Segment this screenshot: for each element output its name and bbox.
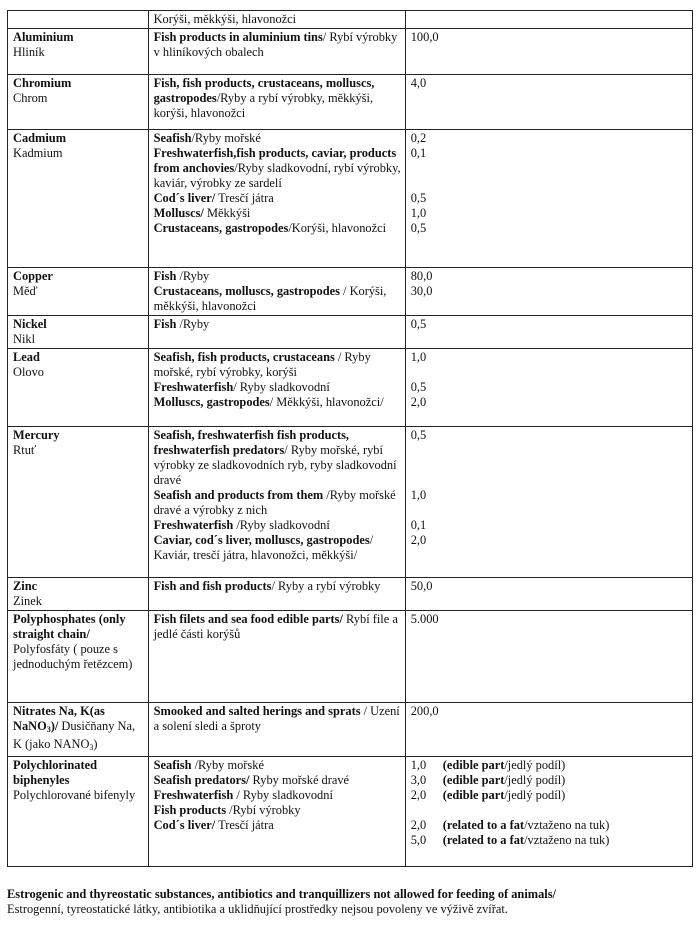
substance-name-cz: Hliník xyxy=(13,45,45,59)
substance-cell xyxy=(8,427,149,578)
substance-name-en: Copper xyxy=(13,269,53,283)
substance-name-en: Mercury xyxy=(13,428,60,442)
product-item: Seafish predators/ Ryby mořské dravé xyxy=(153,773,350,787)
substance-name-en: Aluminium xyxy=(13,30,74,44)
table-row xyxy=(8,11,693,29)
table-row xyxy=(8,757,693,867)
limit-value: 50,0 xyxy=(410,579,433,593)
product-item: Fish /Ryby xyxy=(153,269,210,283)
substance-cell xyxy=(8,130,149,268)
footnote-czech: Estrogenní, tyreostatické látky, antibiotika a uklidňující prostředky nejsou povoleny ve výživě zvířat. xyxy=(7,902,508,916)
product-item: Molluscs, gastropodes/ Měkkýši, hlavonožci/ xyxy=(153,395,384,409)
product-item: Cod´s liver/ Tresčí játra xyxy=(153,191,274,205)
limit-value: 0,5 xyxy=(410,317,427,331)
substance-name-cz: Olovo xyxy=(13,365,44,379)
table-row xyxy=(8,29,693,75)
limit-value: 1,0 xyxy=(410,350,427,364)
limit-value: 1,0 xyxy=(410,206,427,220)
limit-value: 200,0 xyxy=(410,704,439,718)
limit-qualifier: (edible part xyxy=(442,773,505,787)
substance-name-cz: Polychlorované bifenyly xyxy=(13,788,136,802)
table-row xyxy=(8,349,693,427)
substance-name-cz: Nikl xyxy=(13,332,36,346)
table-row xyxy=(8,75,693,130)
substance-name-cz: Zinek xyxy=(13,594,42,608)
product-item: Smooked and salted herings and sprats / Uzení a solení sledi a šproty xyxy=(153,704,400,733)
limit-value: 80,0 xyxy=(410,269,433,283)
substance-cell xyxy=(8,757,149,867)
substance-name-cz: Dusičňany Na, K (jako $NANO_3$) xyxy=(13,719,136,752)
product-cell xyxy=(148,29,405,75)
product-cell xyxy=(148,349,405,427)
substance-cell xyxy=(8,703,149,757)
limit-value: 0,5 xyxy=(410,221,427,235)
limit-value: 5.000 xyxy=(410,612,439,626)
limit-value: 2,0 xyxy=(410,395,427,409)
limit-cell xyxy=(405,757,692,867)
substance-cell xyxy=(8,11,149,29)
table-row xyxy=(8,703,693,757)
product-item: Seafish, fish products, crustaceans / Ryby mořské, rybí výrobky, korýši xyxy=(153,350,371,379)
substance-name-en: Nitrates Na, K(as NaNO$_3$)/ Dusičňany Na, K (jako $NANO_3$) xyxy=(13,704,136,752)
limit-qualifier: (related to a fat xyxy=(442,818,525,832)
limit-value: 2,0 xyxy=(410,533,427,547)
substance-name-en: Nickel xyxy=(13,317,47,331)
product-cell xyxy=(148,578,405,611)
product-item: Seafish, freshwaterfish fish products, freshwaterfish predators/ Ryby mořské, rybí výrobky ze sladkovodních ryb, ryby sladkovodní dravé xyxy=(153,428,397,487)
product-cell xyxy=(148,427,405,578)
table-row xyxy=(8,427,693,578)
substance-name-cz: Měď xyxy=(13,284,38,298)
limit-value: 1,0 (edible part/jedlý podíl) xyxy=(410,758,566,772)
substance-name-en: Lead xyxy=(13,350,40,364)
limit-cell xyxy=(405,75,692,130)
substance-name-en: Cadmium xyxy=(13,131,67,145)
substance-name-cz: Rtuť xyxy=(13,443,37,457)
substance-cell xyxy=(8,578,149,611)
product-item: Fish and fish products/ Ryby a rybí výrobky xyxy=(153,579,381,593)
limit-value: 1,0 xyxy=(410,488,427,502)
product-item: Fish /Ryby xyxy=(153,317,210,331)
limit-cell xyxy=(405,427,692,578)
product-cell xyxy=(148,75,405,130)
limit-value xyxy=(411,803,688,818)
product-cell xyxy=(148,11,405,29)
substance-cell xyxy=(8,29,149,75)
table-row xyxy=(8,130,693,268)
limit-value: 3,0 (edible part/jedlý podíl) xyxy=(410,773,566,787)
product-item: Seafish /Ryby mořské xyxy=(153,758,264,772)
limit-value: 0,5 xyxy=(410,428,427,442)
footnote xyxy=(7,887,693,917)
limit-cell xyxy=(405,29,692,75)
product-item: Korýši, měkkýši, hlavonožci xyxy=(153,12,297,26)
substance-cell xyxy=(8,75,149,130)
limit-value: 2,0 (edible part/jedlý podíl) xyxy=(410,788,566,802)
table-row xyxy=(8,268,693,316)
product-cell xyxy=(148,316,405,349)
product-item: Freshwaterfish,fish products, caviar, products from anchovies/Ryby sladkovodní, rybí výrobky, kaviár, výrobky ze sardelí xyxy=(153,146,401,190)
substance-name-en: Polychlorinated biphenyles xyxy=(13,758,97,787)
product-item: Crustaceans, molluscs, gastropodes / Korýši, měkkýši, hlavonožci xyxy=(153,284,387,313)
limit-value: 0,5 xyxy=(410,191,427,205)
limit-value: 30,0 xyxy=(410,284,433,298)
limit-value: 4,0 xyxy=(410,76,427,90)
limit-value: 0,1 xyxy=(410,518,427,532)
limit-cell xyxy=(405,316,692,349)
product-cell xyxy=(148,757,405,867)
substance-name-en: Zinc xyxy=(13,579,38,593)
substance-cell xyxy=(8,349,149,427)
limit-value: 0,5 xyxy=(410,380,427,394)
product-item: Seafish/Ryby mořské xyxy=(153,131,261,145)
limit-cell xyxy=(405,11,692,29)
limit-value: 5,0 (related to a fat/vztaženo na tuk) xyxy=(410,833,610,847)
product-item: Freshwaterfish/ Ryby sladkovodní xyxy=(153,380,330,394)
footnote-english: Estrogenic and thyreostatic substances, antibiotics and tranquillizers not allowed for feeding of animals/ xyxy=(7,887,556,901)
limit-cell xyxy=(405,578,692,611)
product-item: Seafish and products from them /Ryby mořské dravé a výrobky z nich xyxy=(153,488,396,517)
product-cell xyxy=(148,611,405,703)
product-item: Cod´s liver/ Tresčí játra xyxy=(153,818,274,832)
table-row xyxy=(8,316,693,349)
limit-qualifier: (related to a fat xyxy=(442,833,525,847)
product-item: Crustaceans, gastropodes/Korýši, hlavonožci xyxy=(153,221,387,235)
product-item: Fish filets and sea food edible parts/ Rybí file a jedlé části korýšů xyxy=(153,612,398,641)
substance-name-cz: Chrom xyxy=(13,91,48,105)
product-item: Fish, fish products, crustaceans, molluscs, gastropodes/Ryby a rybí výrobky, měkkýši, korýši, hlavonožci xyxy=(153,76,375,120)
limit-qualifier: (edible part xyxy=(442,758,505,772)
substance-name-en: Chromium xyxy=(13,76,72,90)
limit-value: 0,2 xyxy=(410,131,427,145)
limit-value: 0,1 xyxy=(410,146,427,160)
limit-cell xyxy=(405,611,692,703)
substance-name-cz: Kadmium xyxy=(13,146,63,160)
product-cell xyxy=(148,268,405,316)
substance-cell xyxy=(8,611,149,703)
substance-cell xyxy=(8,316,149,349)
limit-value: 2,0 (related to a fat/vztaženo na tuk) xyxy=(410,818,610,832)
product-item: Molluscs/ Měkkýši xyxy=(153,206,251,220)
substance-cell xyxy=(8,268,149,316)
limit-qualifier: (edible part xyxy=(442,788,505,802)
limit-cell xyxy=(405,268,692,316)
product-cell xyxy=(148,703,405,757)
limit-value: 100,0 xyxy=(410,30,439,44)
limit-cell xyxy=(405,349,692,427)
product-item: Caviar, cod´s liver, molluscs, gastropodes/ Kaviár, tresčí játra, hlavonožci, měkkýši/ xyxy=(153,533,374,562)
limit-cell xyxy=(405,703,692,757)
product-item: Fish products /Rybí výrobky xyxy=(153,803,301,817)
limit-value xyxy=(411,12,688,27)
substance-name-en: Polyphosphates (only straight chain/ xyxy=(13,612,126,641)
product-item: Fish products in aluminium tins/ Rybí výrobky v hliníkových obalech xyxy=(153,30,398,59)
table-row xyxy=(8,611,693,703)
contaminants-table xyxy=(7,10,693,867)
product-item: Freshwaterfish /Ryby sladkovodní xyxy=(153,518,330,532)
table-row xyxy=(8,578,693,611)
product-cell xyxy=(148,130,405,268)
substance-name-cz: Polyfosfáty ( pouze s jednoduchým řetězcem) xyxy=(13,642,133,671)
limit-cell xyxy=(405,130,692,268)
product-item: Freshwaterfish / Ryby sladkovodní xyxy=(153,788,333,802)
table-body xyxy=(8,11,693,867)
